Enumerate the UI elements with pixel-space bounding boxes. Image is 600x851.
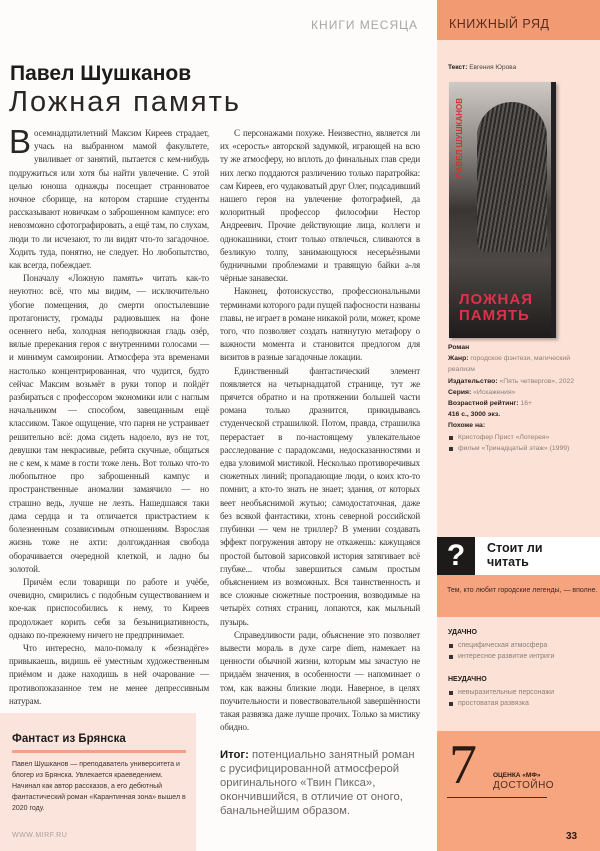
- credit-label: Текст:: [448, 64, 468, 71]
- cons-label: НЕУДАЧНО: [448, 676, 487, 683]
- book-type: Роман: [448, 344, 470, 351]
- summary-text: потенциально занятный роман с русифицированной атмосферой оригинального «Твин Пикса», окончившийся, в отличие от оного, банальнейшим образом.: [220, 749, 415, 818]
- verdict-title: [487, 541, 543, 569]
- summary: [220, 748, 420, 818]
- cover-title: ЛОЖНАЯ ПАМЯТЬ: [459, 291, 533, 324]
- pro-item: специфическая атмосфера: [448, 640, 596, 651]
- cover-figure: [477, 102, 547, 252]
- pages-count: 416 с., 3000 экз.: [448, 411, 501, 419]
- credit: [448, 64, 516, 71]
- summary-label: Итог:: [220, 749, 249, 762]
- list-item: фильм «Тринадцатый этаж» (1999): [448, 443, 596, 454]
- divider: [447, 797, 547, 798]
- article-column-1: [9, 123, 209, 708]
- verdict-header: [437, 537, 600, 575]
- article-column-2: [220, 127, 420, 818]
- paragraph: Что интересно, мало-помалу к «безнадёге» привыкаешь, видишь её уместным художественным приёмом и даже находишь в ней очарование — противопоказанное тем не менее депрессивным натурам.: [9, 642, 209, 706]
- author-bio-box: [0, 713, 196, 851]
- credit-name: Евгения Юрова: [467, 64, 517, 71]
- question-icon: ?: [437, 537, 475, 575]
- series: «Искажения»: [471, 388, 516, 396]
- paragraph: Единственный фантастический элемент появляется на четырнадцатой странице, тут же прячется обратно и на протяжении большей части романа только дразнится, прикидываясь студенческой страшилкой. Потом, правда, страшилка перерастает в по-настоящему увлекательное расследование с парадоксами, недосказанностями и едва уловимой мистикой. Несколько противоречивых сюжетных линий; пропадающие люди, о коих кто-то помнит, а кто-то знать не знает; здания, от которых веет необъяснимой жутью; самодостаточная, даже без всякой фантастики, хтонь северной российской глубинки — чем не триллер? В умении создавать эффект погружения автору не откажешь: кажущаяся простой бытовой зарисовкой история затягивает всё глубже... чтобы завершиться самым простым объяснением из возможных. Вся таинственность и все сложные сюжетные построения, возводимые на четырёх сотнях страниц, лопаются, как мыльный пузырь.: [220, 365, 420, 627]
- bio-title: Фантаст из Брянска: [12, 733, 186, 753]
- genre-label: Жанр:: [448, 355, 469, 363]
- age-rating: 16+: [518, 400, 532, 408]
- pros-cons: [448, 627, 596, 721]
- verdict-title-line: читать: [487, 555, 529, 569]
- paragraph: Поначалу «Ложную память» читать как-то неуютно: всё, что мы видим, — исключительно убогие помещения, до смерти опостылевшие протагонисту, громады радиовышек на фоне осеннего неба, холодная неподвижная гладь озёр, вялые пререкания героя с внутренними голосами — и минимум самоиронии. Атмосфера эта временами настолько концентрированная, что чудится, будто сейчас Максим возьмёт в руки топор и пойдёт разбираться с профессором экономики или с наглым начальником — способом, завещанным ещё классиком. Такое ощущение, что парня не устраивает решительно всё: дома сидеть надоело, вуз не тот, девушки там некрасивые, ребята скучные, общаться не с кем, к маме в гости тоже лень. Вот только что-то любопытное про заброшенный кампус и пространственные аномалии замаячило — но страшно ведь, лучше не лезть. Нашедшаяся таки дама сердца и та отличается пристрастием к болезненным созависимым отношениям. Взрослая жизнь тоже не ахти: долгожданная свобода оборачивается очередной клеткой, и ладно бы золотой.: [9, 273, 209, 574]
- book-cover-image: [449, 82, 556, 338]
- paragraph: Наконец, фотоискусство, профессиональными терминами которого ради пущей пафосности названы главы, не играет в романе никакой роли, может, кроме того, что позволяет создать натянутую метафору о важности момента и становится предлогом для визитов в разные загадочные локации.: [220, 286, 420, 363]
- book-author: Павел Шушканов: [10, 62, 192, 85]
- bio-text: Павел Шушканов — преподаватель университета и блогер из Брянска. Увлекается краеведением. Начинал как автор рассказов, а его дебютный фантастический роман «Карантинная зона» вышел в 2020 году.: [12, 761, 186, 812]
- list-item: Кристофер Прист «Лотерея»: [448, 432, 596, 443]
- paragraph: С персонажами похуже. Неизвестно, является ли их «серость» авторской задумкой, играющей на всю ту же атмосферу, но вплоть до финальных глав среди них легко поддаются различению только паратройка: сам Киреев, его чудаковатый друг Олег, подсадивший нашего героя на увлечение фотографией, да колоритный профессор философии Нестор Андреевич. Прочие действующие лица, коллеги и однокашники, стоит только отвлечься, сливаются в безликую толпу, занимающуюся несерьёзными будничными проблемами и травящую байки а-ля чёрные занавески.: [220, 128, 420, 284]
- verdict-title-line: Стоит ли: [487, 541, 543, 555]
- rating-score: 7: [449, 734, 477, 796]
- con-item: невыразительные персонажи: [448, 687, 596, 698]
- drop-cap: В: [9, 123, 32, 160]
- similar-list: [448, 432, 596, 454]
- paragraph: Причём если товарищи по работе и учёбе, очевидно, смирились с подобным существованием и кое-как приспособились к нему, то Киреев продолжает корить себя за безынициативность, однако по-прежнему ничего не предпринимает.: [9, 576, 209, 640]
- pros-label: УДАЧНО: [448, 629, 477, 636]
- rating-word: ДОСТОЙНО: [493, 780, 555, 791]
- rating-label: ОЦЕНКА «МФ»: [493, 772, 541, 779]
- publisher-label: Издательство:: [448, 377, 498, 385]
- verdict-answer: Тем, кто любит городские легенды, — вполне.: [437, 575, 600, 617]
- page-number: 33: [566, 831, 578, 842]
- book-info: [448, 342, 596, 454]
- publisher: «Пять четвергов», 2022: [497, 377, 575, 385]
- genre: городское фэнтези, магический реализм: [448, 355, 570, 374]
- pro-item: интересное развитие интриги: [448, 651, 596, 662]
- paragraph: осемнадцатилетний Максим Киреев страдает, учась на выбранном мамой факультете, увиливает от занятий, пытается с кем-нибудь подружиться или хотя бы найти увлечение. С этой целью юноша однажды посещает странноватое ночное сборище, на котором старшие студенты рассказывают новичкам о заброшенном кампусе: его невозможно сфотографировать, а ещё там, по слухам, люди то ли исчезают, то ли видят что-то загадочное. Ходить туда, понятно, не следует. Но любопытство, как всегда, побеждает.: [9, 128, 209, 271]
- rubric-label: КНИЖНЫЙ РЯД: [437, 0, 600, 40]
- similar-label: Похоже на:: [448, 422, 486, 430]
- series-label: Серия:: [448, 388, 472, 396]
- age-label: Возрастной рейтинг:: [448, 400, 519, 408]
- cover-author: ПАВЕЛ ШУШКАНОВ: [455, 98, 464, 178]
- website-link[interactable]: WWW.MIRF.RU: [12, 832, 68, 839]
- paragraph: Справедливости ради, объяснение это позволяет вывести мораль в духе carpe diem, намекает на ценности обычной жизни, которым мы зачастую не придаём значения, в особенности — напоминает о том, как важны близкие люди. Наверное, в целях поучительности и повествовательной завершённости такая развязка даже лучше прочих. Только за мистику обидно.: [220, 629, 420, 733]
- book-title: Ложная память: [9, 86, 242, 118]
- con-item: простоватая развязка: [448, 698, 596, 709]
- section-label: КНИГИ МЕСЯЦА: [311, 18, 418, 32]
